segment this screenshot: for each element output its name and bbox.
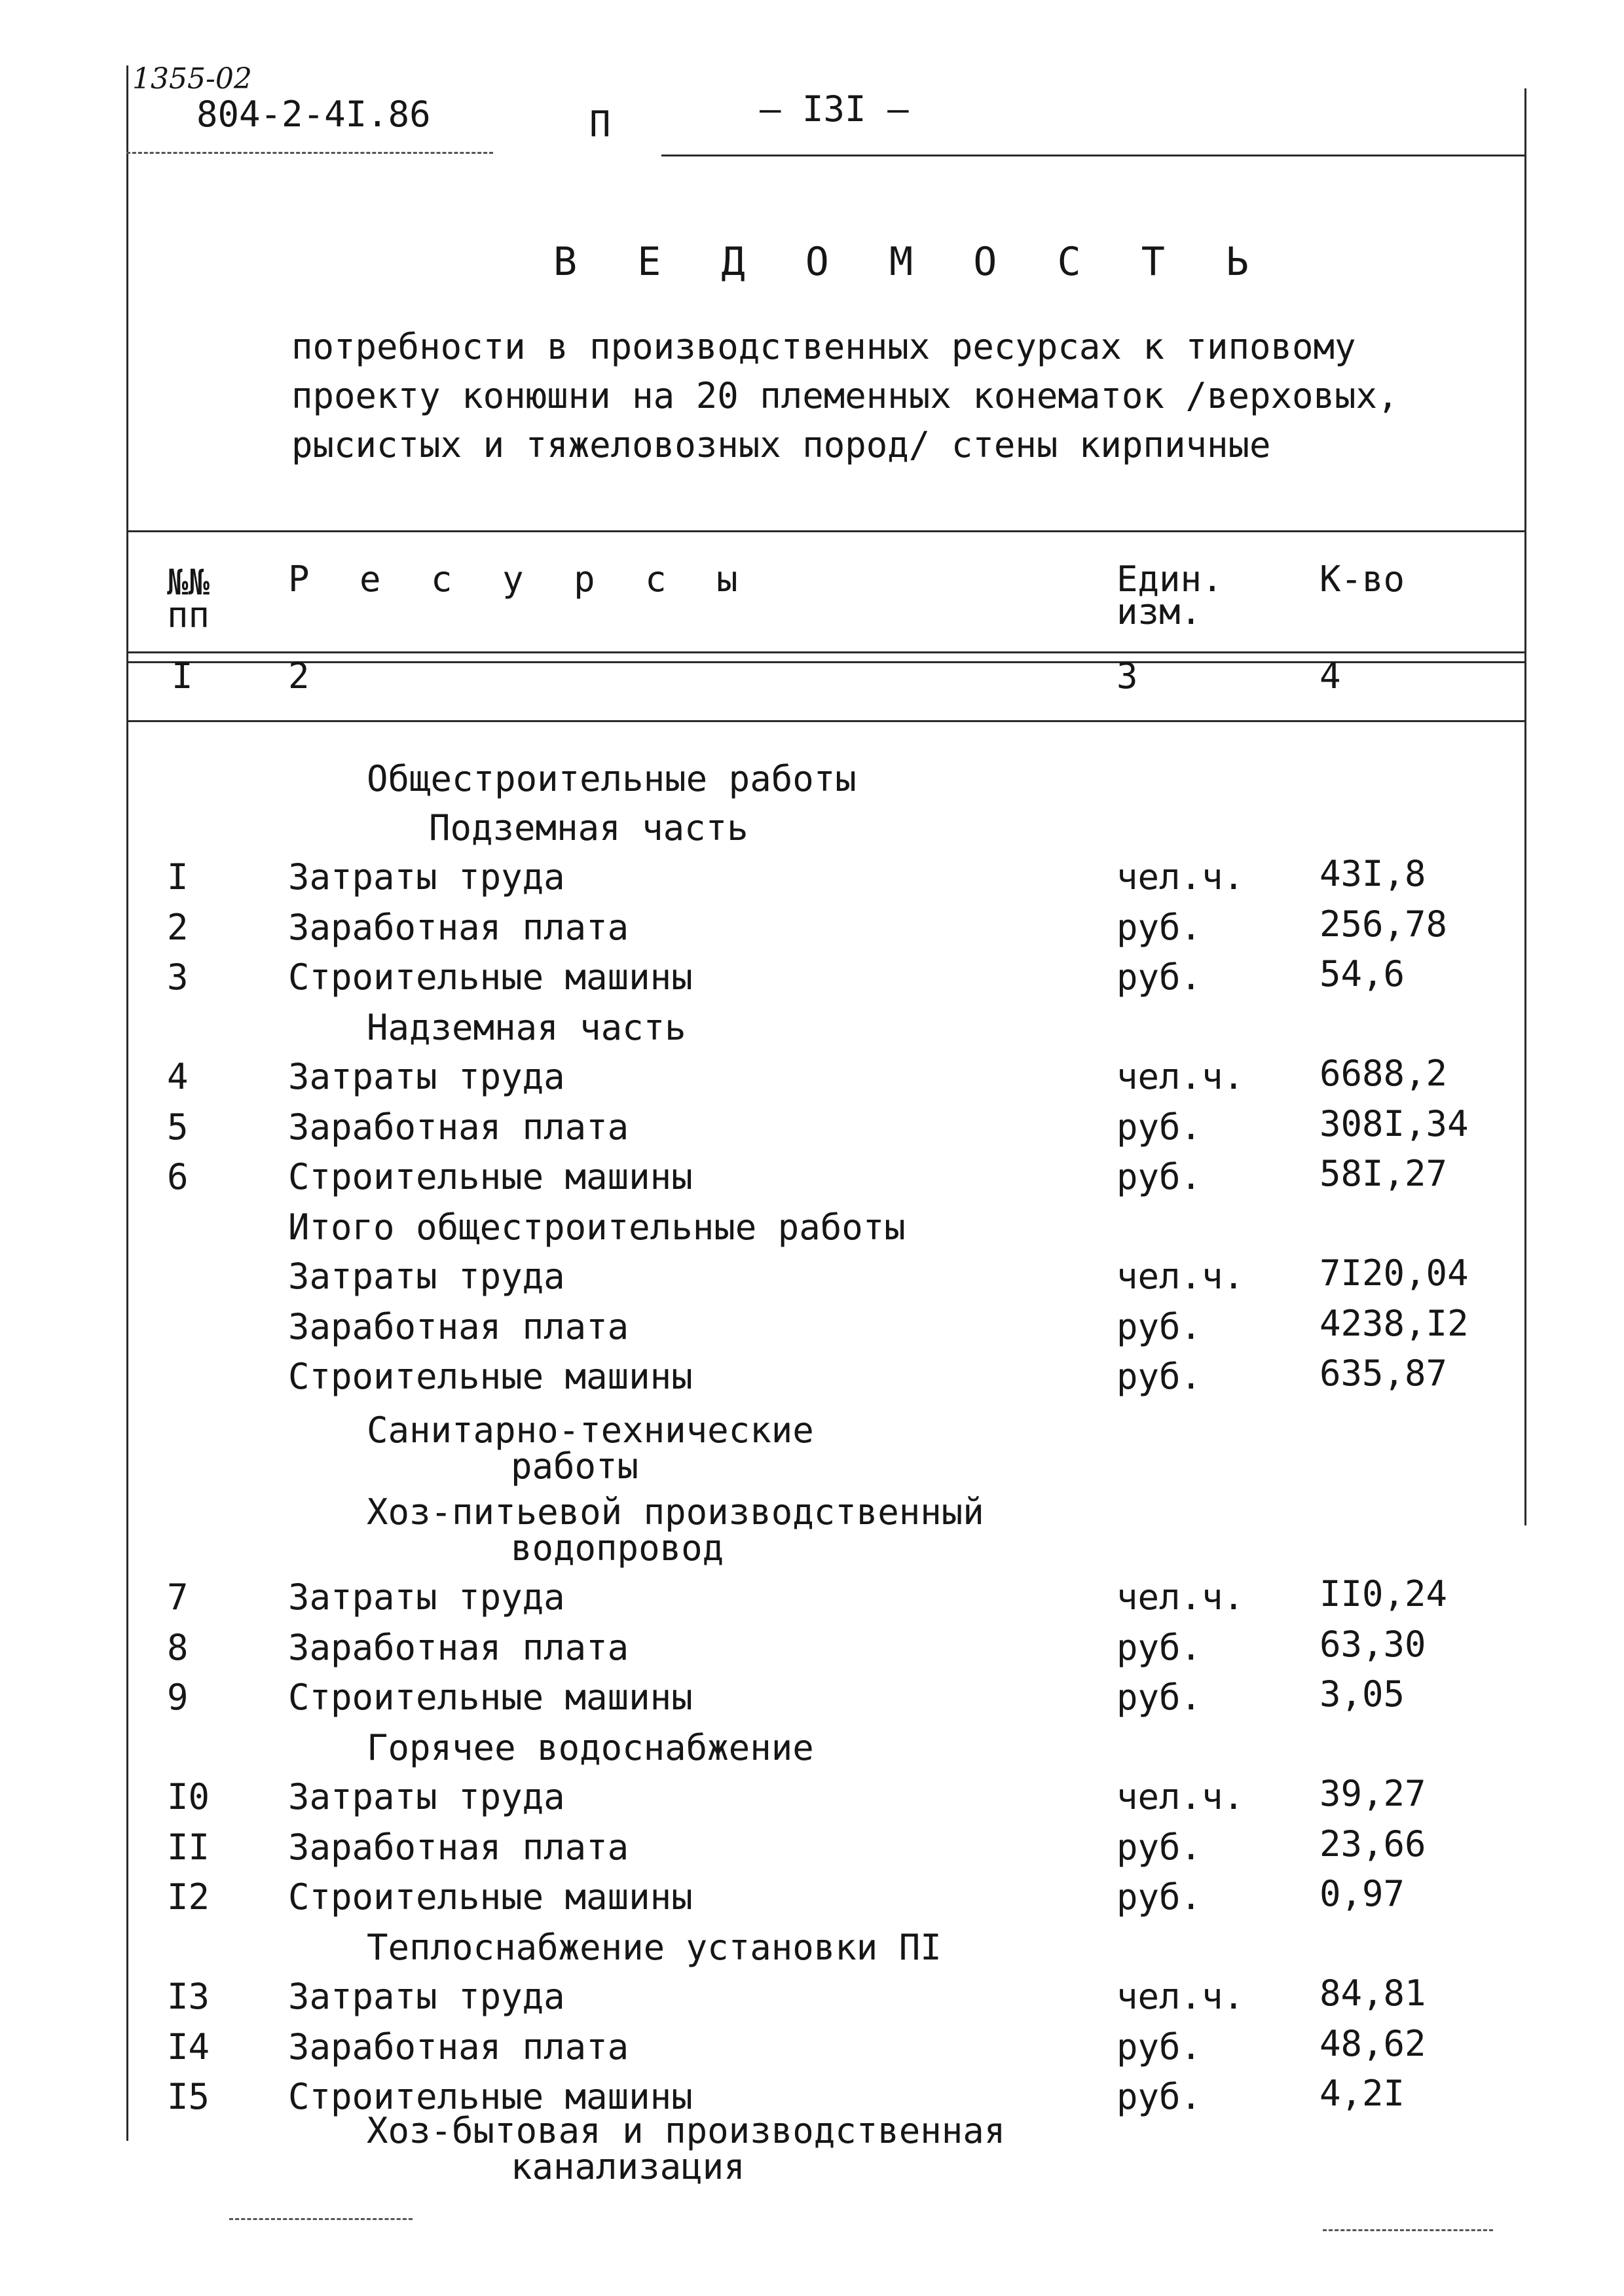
row-number: 2 [167, 907, 189, 948]
row-resource: Строительные машины [288, 1876, 693, 1918]
column-number-3: 3 [1116, 655, 1138, 697]
section-sewerage-line-2: канализация [511, 2146, 745, 2187]
column-number-1: I [172, 655, 193, 697]
row-number: I0 [167, 1776, 210, 1817]
row-quantity: 308I,34 [1320, 1103, 1469, 1144]
subtitle-line-2: проекту конюшни на 20 племенных конематок /верховых, [291, 375, 1399, 416]
header-number-line-1: №№ [167, 562, 210, 603]
row-resource: Строительные машины [288, 957, 693, 998]
section-sanitary-line-1: Санитарно-технические [367, 1410, 814, 1451]
row-number: I2 [167, 1876, 210, 1918]
row-quantity: 39,27 [1320, 1773, 1426, 1814]
row-number: I [167, 856, 189, 898]
section-water-supply-line-2: водопровод [511, 1527, 724, 1569]
header-unit-line-1: Един. [1116, 558, 1223, 600]
row-number: II [167, 1827, 210, 1868]
row-unit: руб. [1116, 1156, 1202, 1197]
row-unit: руб. [1116, 1876, 1202, 1918]
subtitle-line-3: рысистых и тяжеловозных пород/ стены кирпичные [291, 424, 1271, 465]
row-resource: Затраты труда [288, 1976, 565, 2017]
row-quantity: 58I,27 [1320, 1153, 1448, 1194]
header-separator-right [661, 155, 1526, 156]
row-number: 6 [167, 1156, 189, 1197]
section-aboveground: Надземная часть [367, 1007, 686, 1048]
table-header-rule-2 [126, 661, 1526, 663]
section-sewerage-line-1: Хоз-бытовая и производственная [367, 2110, 1006, 2151]
row-number: I3 [167, 1976, 210, 2017]
row-quantity: 84,81 [1320, 1973, 1426, 2014]
row-unit: руб. [1116, 1106, 1202, 1148]
table-column-numbers-rule [126, 720, 1526, 722]
row-quantity: 3,05 [1320, 1673, 1405, 1715]
row-unit: чел.ч. [1116, 856, 1245, 898]
row-resource: Заработная плата [288, 1106, 629, 1148]
row-resource: Строительные машины [288, 1356, 693, 1397]
row-unit: руб. [1116, 1306, 1202, 1347]
table-header-rule-1 [126, 651, 1526, 653]
row-number: I5 [167, 2076, 210, 2117]
header-separator-left [126, 152, 493, 154]
row-resource: Затраты труда [288, 1776, 565, 1817]
row-quantity: 63,30 [1320, 1624, 1426, 1665]
row-unit: чел.ч. [1116, 1976, 1245, 2017]
row-resource: Заработная плата [288, 1306, 629, 1347]
row-resource: Затраты труда [288, 1576, 565, 1618]
row-resource: Затраты труда [288, 856, 565, 898]
row-quantity: 54,6 [1320, 953, 1405, 994]
row-quantity: 48,62 [1320, 2023, 1426, 2064]
bottom-dashes-right [1323, 2229, 1493, 2231]
header-resources: Р е с у р с ы [288, 558, 752, 600]
section-water-supply-line-1: Хоз-питьевой производственный [367, 1491, 984, 1533]
row-unit: чел.ч. [1116, 1056, 1245, 1097]
row-resource: Заработная плата [288, 907, 629, 948]
frame-right-border [1524, 88, 1526, 1525]
document-mark: П [589, 103, 611, 145]
section-underground: Подземная часть [429, 807, 748, 848]
row-unit: руб. [1116, 957, 1202, 998]
row-resource: Затраты труда [288, 1056, 565, 1097]
row-number: 4 [167, 1056, 189, 1097]
section-sanitary-line-2: работы [511, 1446, 639, 1487]
page-number: — I3I — [760, 88, 909, 130]
row-unit: руб. [1116, 907, 1202, 948]
section-total-general: Итого общестроительные работы [288, 1207, 906, 1248]
row-quantity: 43I,8 [1320, 853, 1426, 894]
row-unit: руб. [1116, 2076, 1202, 2117]
document-code: 804-2-4I.86 [196, 94, 431, 135]
row-number: I4 [167, 2026, 210, 2068]
section-hot-water: Горячее водоснабжение [367, 1727, 814, 1768]
row-number: 3 [167, 957, 189, 998]
bottom-dashes-left [229, 2218, 413, 2220]
row-quantity: 6688,2 [1320, 1053, 1448, 1094]
archive-number: 1355-02 [132, 62, 252, 96]
row-unit: руб. [1116, 1356, 1202, 1397]
row-quantity: 256,78 [1320, 903, 1448, 945]
row-quantity: 23,66 [1320, 1823, 1426, 1865]
row-unit: руб. [1116, 1827, 1202, 1868]
row-quantity: 635,87 [1320, 1353, 1448, 1394]
row-resource: Заработная плата [288, 1827, 629, 1868]
column-number-2: 2 [288, 655, 310, 697]
row-unit: руб. [1116, 2026, 1202, 2068]
section-general: Общестроительные работы [367, 758, 857, 799]
section-heat-supply: Теплоснабжение установки ПI [367, 1927, 942, 1968]
header-quantity: К-во [1320, 558, 1405, 600]
row-number: 5 [167, 1106, 189, 1148]
row-number: 9 [167, 1677, 189, 1718]
header-unit-line-2: изм. [1116, 591, 1202, 632]
row-resource: Затраты труда [288, 1256, 565, 1297]
row-quantity: 7I20,04 [1320, 1252, 1469, 1294]
row-resource: Строительные машины [288, 1677, 693, 1718]
row-unit: чел.ч. [1116, 1576, 1245, 1618]
row-resource: Заработная плата [288, 2026, 629, 2068]
row-resource: Строительные машины [288, 1156, 693, 1197]
frame-left-border [126, 65, 128, 2141]
table-top-rule [126, 530, 1526, 532]
row-number: 8 [167, 1627, 189, 1668]
row-quantity: II0,24 [1320, 1573, 1448, 1614]
row-unit: руб. [1116, 1677, 1202, 1718]
column-number-4: 4 [1320, 655, 1341, 697]
row-quantity: 4,2I [1320, 2073, 1405, 2114]
row-unit: чел.ч. [1116, 1776, 1245, 1817]
subtitle-line-1: потребности в производственных ресурсах к типовому [291, 326, 1356, 367]
row-unit: чел.ч. [1116, 1256, 1245, 1297]
row-resource: Заработная плата [288, 1627, 629, 1668]
row-resource: Строительные машины [288, 2076, 693, 2117]
header-number-line-2: пп [167, 594, 210, 636]
document-title: В Е Д О М О С Т Ь [553, 239, 1268, 285]
row-quantity: 4238,I2 [1320, 1303, 1469, 1344]
row-number: 7 [167, 1576, 189, 1618]
row-quantity: 0,97 [1320, 1873, 1405, 1914]
row-unit: руб. [1116, 1627, 1202, 1668]
